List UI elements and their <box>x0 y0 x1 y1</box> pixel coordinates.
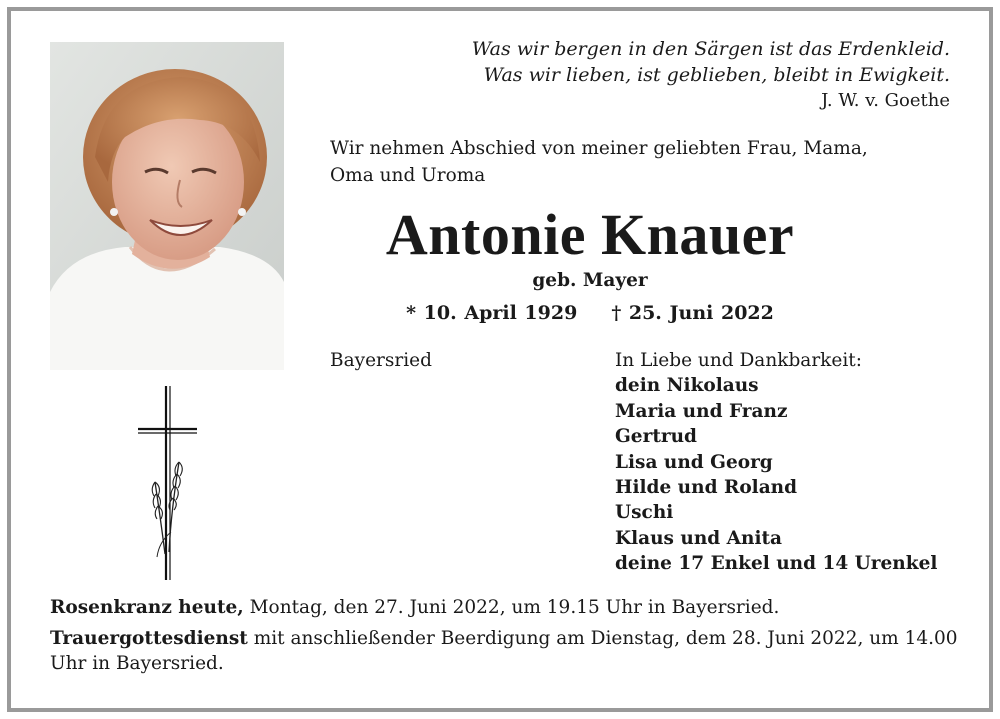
intro-line-2: Oma und Uroma <box>330 165 486 186</box>
quote-line-1: Was wir bergen in den Särgen ist das Erdenkleid. <box>471 38 950 60</box>
funeral-service-announcement <box>50 626 960 677</box>
mourner-item: Uschi <box>615 502 674 524</box>
service-details: mit anschließender Beerdigung am Dienstag, dem 28. Juni 2022, um 14.00 Uhr in Bayersried. <box>50 627 958 674</box>
intro-line-1: Wir nehmen Abschied von meiner geliebten Frau, Mama, <box>330 138 868 159</box>
portrait-photo <box>50 42 284 370</box>
birth-date: * 10. April 1929 <box>406 302 578 324</box>
mourners-lead: In Liebe und Dankbarkeit: <box>615 350 862 371</box>
quote-block <box>390 36 950 114</box>
deceased-name: Antonie Knauer <box>385 202 795 267</box>
mourner-item: Lisa und Georg <box>615 451 773 473</box>
mourner-item: Maria und Franz <box>615 400 788 422</box>
residence-place: Bayersried <box>330 350 432 371</box>
portrait-image <box>50 42 284 370</box>
mourners-list <box>615 348 960 577</box>
farewell-intro <box>330 135 960 189</box>
life-dates <box>330 299 850 327</box>
rosary-announcement <box>50 595 960 621</box>
mourner-item: Hilde und Roland <box>615 477 798 499</box>
mourner-item: Klaus und Anita <box>615 527 783 549</box>
mourner-item: Gertrud <box>615 426 697 448</box>
rosary-details: Montag, den 27. Juni 2022, um 19.15 Uhr in Bayersried. <box>243 597 780 618</box>
birth-name: geb. Mayer <box>532 270 648 291</box>
rosary-label: Rosenkranz heute, <box>50 597 244 618</box>
quote-line-2: Was wir lieben, ist geblieben, bleibt in Ewigkeit. <box>483 64 950 86</box>
cross-with-wheat-icon <box>135 382 201 584</box>
mourner-item: dein Nikolaus <box>615 375 759 397</box>
death-date: † 25. Juni 2022 <box>611 302 774 324</box>
service-announcements <box>50 595 960 682</box>
service-label: Trauergottesdienst <box>50 627 248 649</box>
quote-author: J. W. v. Goethe <box>821 90 950 111</box>
mourner-item: deine 17 Enkel und 14 Urenkel <box>615 553 938 575</box>
